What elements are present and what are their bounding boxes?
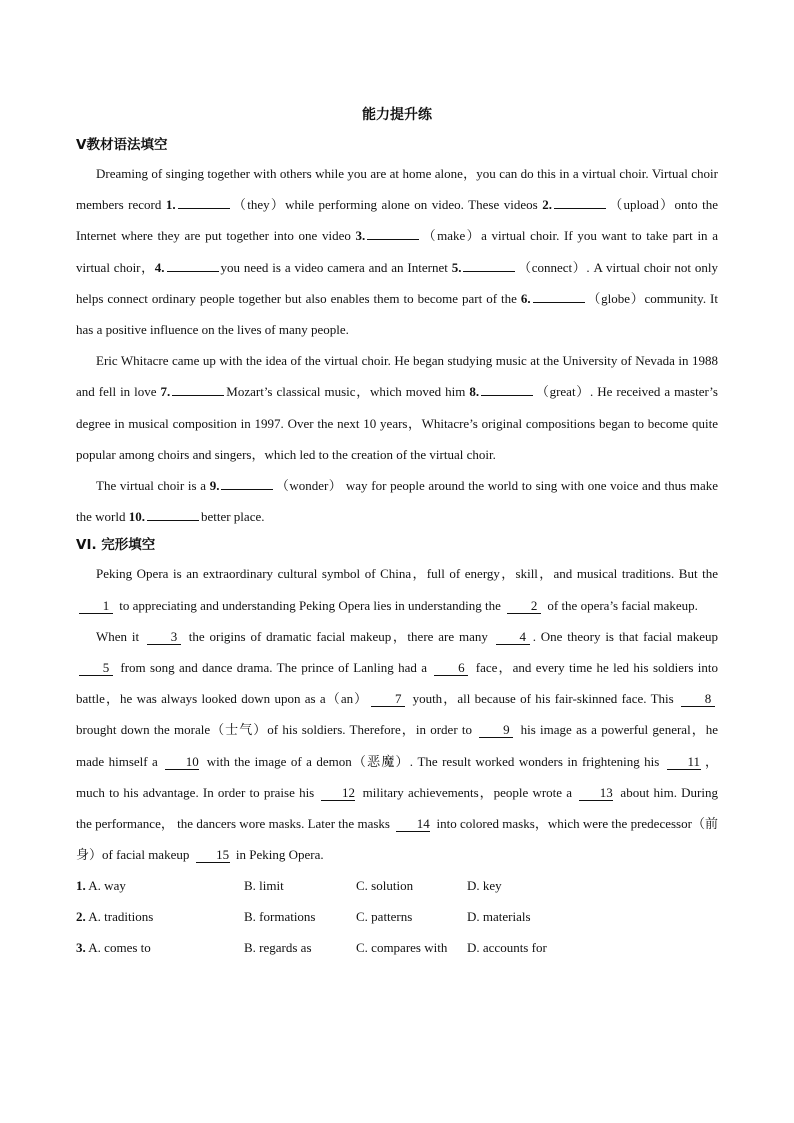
blank-number: 8. bbox=[469, 384, 480, 400]
answer-blank[interactable] bbox=[367, 227, 419, 240]
blank-number: 7. bbox=[160, 384, 171, 400]
answer-blank[interactable] bbox=[463, 259, 515, 272]
options-row-3 bbox=[76, 932, 718, 963]
blank-number: 10. bbox=[128, 509, 145, 525]
answer-blank[interactable] bbox=[178, 196, 230, 209]
blank-number: 4. bbox=[154, 259, 165, 275]
option-b[interactable]: B. regards as bbox=[244, 940, 312, 956]
cloze-blank[interactable]: 5 bbox=[79, 661, 113, 676]
section-v-heading: V教材语法填空 bbox=[76, 137, 168, 153]
cloze-blank[interactable]: 1 bbox=[79, 599, 113, 614]
cloze-blank[interactable]: 3 bbox=[147, 630, 181, 645]
section-vi-heading: VI. 完形填空 bbox=[76, 537, 156, 554]
option-a[interactable]: 1. A. way bbox=[76, 878, 126, 894]
cloze-blank[interactable]: 6 bbox=[434, 661, 468, 676]
option-a[interactable]: 2. A. traditions bbox=[76, 909, 154, 925]
options-row-1 bbox=[76, 870, 718, 901]
grammar-paragraph-2: Eric Whitacre came up with the idea of the virtual choir. He began studying music at the University of Nevada in 1988 and fell in love 7. Mozart’s classical music，which moved him 8. （great）. He received a master’s degree in musical composition in 1997. Over the next 10 years，Whitacre’s original compositions began to become quite popular among choirs and singers，which led to the creation of the virtual choir. bbox=[76, 353, 718, 462]
answer-blank[interactable] bbox=[147, 508, 199, 521]
option-a[interactable]: 3. A. comes to bbox=[76, 940, 151, 956]
answer-blank[interactable] bbox=[167, 259, 219, 272]
grammar-paragraph-1: Dreaming of singing together with others while you are at home alone，you can do this in a virtual choir. Virtual choir members record 1. （they）while performing alone on video. These videos 2. （upload）onto the Internet where they are put together into one video 3. （make）a virtual choir. If you want to take part in a virtual choir，4. you need is a video camera and an Internet 5. （connect）. A virtual choir not only helps connect ordinary people together but also enables them to become part of the 6. （globe）community. It has a positive influence on the lives of many people. bbox=[76, 166, 718, 338]
cloze-paragraph-2: When it 3 the origins of dramatic facial makeup，there are many 4 . One theory is that facial makeup 5 from song and dance drama. The prince of Lanling had a 6 face，and every time he led his soldiers into battle，he was always looked down upon as a（an） 7 youth，all because of his fair-skinned face. This 8 brought down the morale（士气）of his soldiers. Therefore，in order to 9 his image as a powerful general，he made himself a 10 with the image of a demon（恶魔）. The result worked wonders in frightening his 11 ，much to his advantage. In order to praise his 12 military achievements，people wrote a 13 about him. During the performance， the dancers wore masks. Later the masks 14 into colored masks，which were the predecessor（前身）of facial makeup 15 in Peking Opera. bbox=[76, 628, 719, 863]
blank-number: 6. bbox=[520, 290, 531, 306]
cloze-blank[interactable]: 11 bbox=[667, 755, 701, 770]
cloze-blank[interactable]: 12 bbox=[321, 786, 355, 801]
cloze-blank[interactable]: 10 bbox=[165, 755, 199, 770]
cloze-blank[interactable]: 13 bbox=[579, 786, 613, 801]
option-d[interactable]: D. key bbox=[467, 878, 502, 894]
blank-number: 3. bbox=[355, 228, 366, 244]
cloze-blank[interactable]: 9 bbox=[479, 723, 513, 738]
options-row-2 bbox=[76, 901, 718, 932]
cloze-blank[interactable]: 8 bbox=[681, 692, 715, 707]
question-number: 3. bbox=[76, 940, 86, 956]
question-number: 2. bbox=[76, 909, 86, 925]
blank-number: 1. bbox=[165, 197, 176, 213]
answer-blank[interactable] bbox=[554, 196, 606, 209]
blank-number: 9. bbox=[209, 478, 220, 494]
option-c[interactable]: C. solution bbox=[356, 878, 414, 894]
option-d[interactable]: D. accounts for bbox=[467, 940, 547, 956]
page-title: 能力提升练 bbox=[362, 107, 432, 123]
blank-number: 5. bbox=[451, 259, 462, 275]
option-d[interactable]: D. materials bbox=[467, 909, 531, 925]
option-b[interactable]: B. limit bbox=[244, 878, 284, 894]
grammar-paragraph-3: The virtual choir is a 9. （wonder） way for people around the world to sing with one voice and thus make the world 10. better place. bbox=[76, 478, 718, 525]
option-b[interactable]: B. formations bbox=[244, 909, 316, 925]
cloze-blank[interactable]: 2 bbox=[507, 599, 541, 614]
cloze-blank[interactable]: 15 bbox=[196, 848, 230, 863]
answer-blank[interactable] bbox=[481, 383, 533, 396]
option-c[interactable]: C. patterns bbox=[356, 909, 413, 925]
cloze-blank[interactable]: 7 bbox=[371, 692, 405, 707]
answer-blank[interactable] bbox=[172, 383, 224, 396]
cloze-paragraph-1: Peking Opera is an extraordinary cultural symbol of China，full of energy，skill，and musical traditions. But the 1 to appreciating and understanding Peking Opera lies in understanding the 2 of the opera’s facial makeup. bbox=[76, 558, 718, 620]
blank-number: 2. bbox=[542, 197, 552, 213]
option-c[interactable]: C. compares with bbox=[356, 940, 448, 956]
worksheet-page bbox=[76, 104, 718, 963]
question-number: 1. bbox=[76, 878, 86, 894]
cloze-blank[interactable]: 4 bbox=[496, 630, 530, 645]
cloze-blank[interactable]: 14 bbox=[396, 817, 430, 832]
answer-blank[interactable] bbox=[533, 290, 585, 303]
answer-blank[interactable] bbox=[221, 477, 273, 490]
